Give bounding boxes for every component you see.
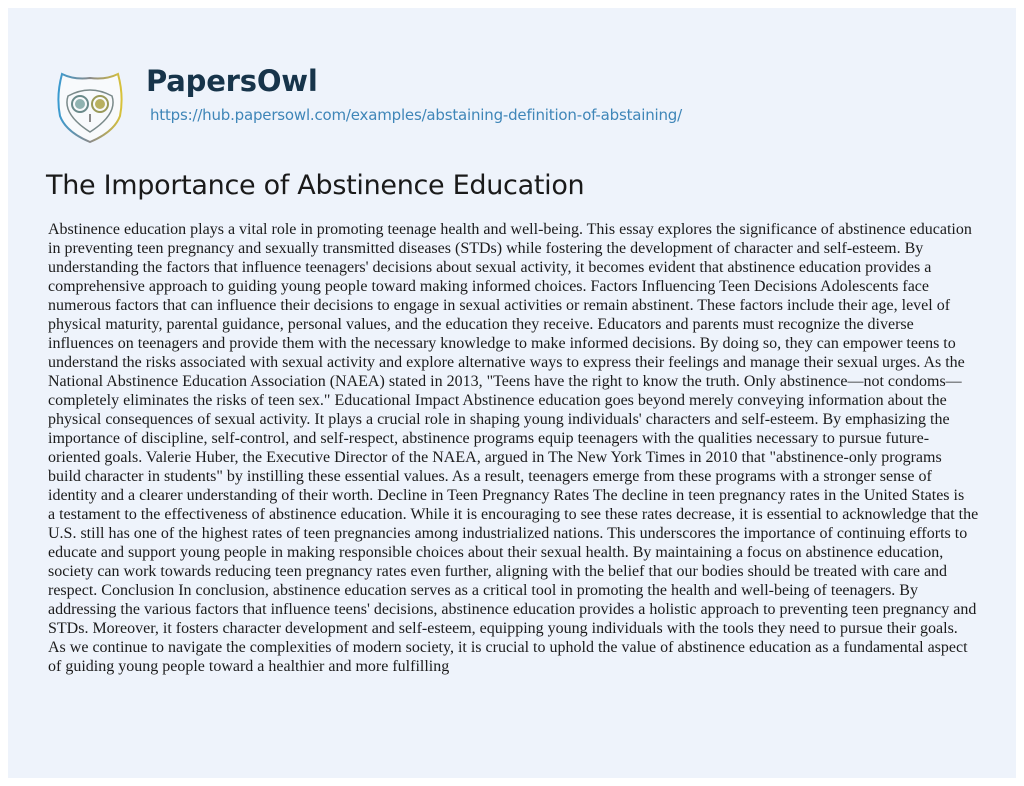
essay-line: Abstinence education plays a vital role in promoting teenage health and well-being. This essay explores the significance of abstinence education (48, 221, 972, 238)
essay-body (48, 220, 988, 676)
essay-line: numerous factors that can influence their decisions to engage in sexual activities or remain abstinent. These factors include their age, level of (48, 297, 951, 314)
essay-line: educate and support young people in making responsible choices about their sexual health. By maintaining a focus on abstinence education, (48, 544, 944, 561)
essay-line: addressing the various factors that influence teens' decisions, abstinence education provides a holistic approach to preventing teen pregnancy and (48, 601, 977, 618)
brand-name[interactable]: PapersOwl (146, 64, 318, 98)
essay-line: respect. Conclusion In conclusion, abstinence education serves as a critical tool in promoting the health and well-being of teenagers. By (48, 582, 918, 599)
essay-title: The Importance of Abstinence Education (46, 170, 585, 201)
essay-line: physical consequences of sexual activity. It plays a crucial role in shaping young individuals' characters and self-esteem. By emphasizing the (48, 411, 950, 428)
essay-line: National Abstinence Education Association (NAEA) stated in 2013, "Teens have the right to know the truth. Only abstinence—not condoms— (48, 373, 962, 390)
essay-line: build character in students" by instilling these essential values. As a result, teenagers emerge from these programs with a stronger sense of (48, 468, 932, 485)
essay-line: STDs. Moreover, it fosters character development and self-esteem, equipping young individuals with the tools they need to pursue their goals. (48, 620, 958, 637)
essay-line: of guiding young people toward a healthier and more fulfilling (48, 658, 450, 675)
essay-line: oriented goals. Valerie Huber, the Executive Director of the NAEA, argued in The New York Times in 2010 that "abstinence-only programs (48, 449, 942, 466)
owl-logo-icon (54, 66, 126, 146)
essay-line: As we continue to navigate the complexities of modern society, it is crucial to uphold the value of abstinence education as a fundamental aspect (48, 639, 968, 656)
essay-line: in preventing teen pregnancy and sexually transmitted diseases (STDs) while fostering the development of character and self-esteem. By (48, 240, 924, 257)
essay-line: completely eliminates the risks of teen sex." Educational Impact Abstinence education goes beyond merely conveying information about the (48, 392, 947, 409)
essay-line: identity and a clearer understanding of their worth. Decline in Teen Pregnancy Rates The decline in teen pregnancy rates in the United States is (48, 487, 965, 504)
essay-line: a testament to the effectiveness of abstinence education. While it is encouraging to see these rates decrease, it is essential to acknowledge that the (48, 506, 979, 523)
essay-line: society can work towards reducing teen pregnancy rates even further, aligning with the belief that our bodies should be treated with care and (48, 563, 948, 580)
essay-line: importance of discipline, self-control, and self-respect, abstinence programs equip teenagers with the qualities necessary to pursue future- (48, 430, 930, 447)
essay-line: understanding the factors that influence teenagers' decisions about sexual activity, it becomes evident that abstinence education provides a (48, 259, 932, 276)
essay-line: physical maturity, parental guidance, personal values, and the education they receive. Educators and parents must recognize the diverse (48, 316, 914, 333)
essay-line: U.S. still has one of the highest rates of teen pregnancies among industrialized nations. This underscores the importance of continuing efforts to (48, 525, 968, 542)
source-url-link[interactable]: https://hub.papersowl.com/examples/abstaining-definition-of-abstaining/ (150, 106, 682, 124)
essay-line: influences on teenagers and provide them with the necessary knowledge to make informed decisions. By doing so, they can empower teens to (48, 335, 956, 352)
essay-line: understand the risks associated with sexual activity and explore alternative ways to express their feelings and manage their sexual urges. As the (48, 354, 965, 371)
essay-line: comprehensive approach to guiding young people toward making informed choices. Factors Influencing Teen Decisions Adolescents face (48, 278, 929, 295)
